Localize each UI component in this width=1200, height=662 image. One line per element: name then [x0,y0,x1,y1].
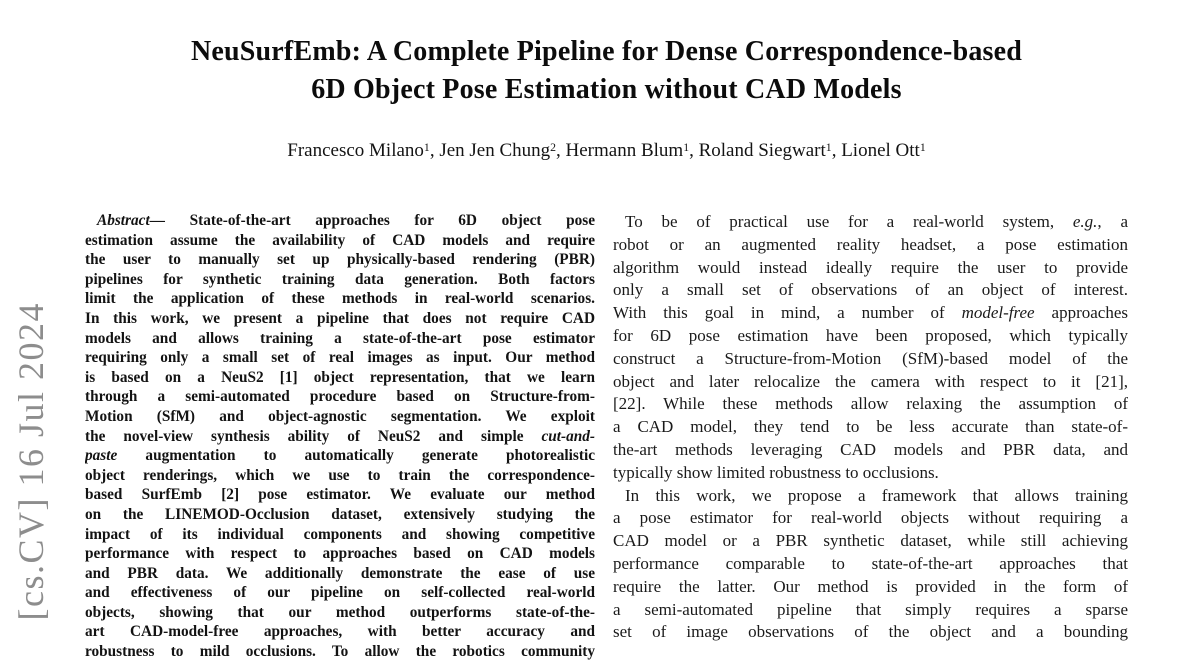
text-line [85,622,595,642]
text-line [613,553,1128,576]
text-segment: construct a Structure-from-Motion (SfM)-based model of the [613,348,1128,368]
text-segment: based SurfEmb [2] pose estimator. We evaluate our method [85,486,595,504]
text-line [613,507,1128,530]
text-line [613,211,1128,234]
text-segment: cut-and- [541,427,595,445]
text-line [85,446,595,466]
text-line [85,309,595,329]
text-line [613,530,1128,553]
text-segment: object and later relocalize the camera with respect to it [21], [613,371,1128,391]
text-segment: robot or an augmented reality headset, a pose estimation [613,234,1128,254]
text-segment: through a semi-automated procedure based on Structure-from- [85,388,595,406]
text-line [613,393,1128,416]
author-affiliation-superscript: 1 [919,140,926,154]
text-segment: model-free [961,303,1035,323]
text-line [85,427,595,447]
text-segment: performance with respect to approaches based on CAD models [85,545,595,563]
text-segment: on the LINEMOD-Occlusion dataset, extensively studying the [85,505,595,523]
text-segment: estimation assume the availability of CAD models and require [85,231,595,249]
text-line [613,302,1128,325]
text-segment: and effectiveness of our pipeline on self-collected real-world [85,584,595,602]
text-segment: is based on a NeuS2 [1] object representation, that we learn [85,368,595,386]
text-segment: , Lionel Ott [831,140,920,161]
text-segment: Francesco Milano [287,140,424,161]
text-line [613,485,1128,508]
text-line [613,371,1128,394]
text-segment: algorithm would instead ideally require the user to provide [613,257,1128,277]
author-affiliation-superscript: 2 [550,140,557,154]
text-segment: a semi-automated pipeline that simply requires a sparse [613,599,1128,619]
text-segment: To be of practical use for a real-world system, [625,212,1073,231]
text-segment: require the latter. Our method is provided in the form of [613,576,1128,596]
arxiv-watermark [8,302,54,648]
text-segment: [22]. While these methods allow relaxing the assumption of [613,394,1128,414]
text-line [85,348,595,368]
text-segment: augmentation to automatically generate photorealistic [117,447,595,465]
text-line [613,234,1128,257]
text-line [613,599,1128,622]
text-segment: object renderings, which we use to train the correspondence- [85,466,595,484]
text-line [85,138,1128,164]
text-segment: , a [1097,212,1128,231]
text-line [85,368,595,388]
text-segment: impact of its individual components and showing competitive [85,525,595,543]
text-segment: , Roland Siegwart [689,140,826,161]
paper-title-line-2: 6D Object Pose Estimation without CAD Models [311,74,902,105]
arxiv-watermark-text: [cs.CV] 16 Jul 2024 [11,302,51,621]
paper-header [85,33,1128,109]
text-segment: , Jen Jen Chung [429,140,551,161]
text-segment: performance comparable to state-of-the-art approaches that [613,553,1128,573]
text-segment: objects, showing that our method outperforms state-of-the- [85,603,595,621]
text-line [613,576,1128,599]
text-segment: robustness to mild occlusions. To allow the robotics community [85,643,595,661]
text-segment: limit the application of these methods in real-world scenarios. [85,290,595,308]
text-segment: the novel-view synthesis ability of NeuS2 and simple [85,427,542,445]
text-segment: typically show limited robustness to occlusions. [613,462,939,482]
text-segment: pipelines for synthetic training data generation. Both factors [85,270,595,288]
author-affiliation-superscript: 1 [423,140,430,154]
text-segment: Motion (SfM) and object-agnostic segmentation. We exploit [85,407,595,425]
text-segment: only a small set of observations of an object of interest. [613,280,1128,300]
text-segment: requiring only a small set of real images as input. Our method [85,349,595,367]
author-affiliation-superscript: 1 [825,140,832,154]
text-segment: In this work, we propose a framework that allows training [625,485,1128,505]
text-segment: models and allows training a state-of-the-art pose estimator [85,329,595,347]
text-segment: art CAD-model-free approaches, with better accuracy and [85,623,595,641]
text-line [85,231,595,251]
text-line [85,603,595,623]
text-line [85,407,595,427]
authors-line [85,138,1128,164]
text-line [613,621,1128,644]
abstract-column [85,211,595,662]
text-line [613,279,1128,302]
text-segment: a pose estimator for real-world objects without requiring a [613,508,1128,528]
text-segment: paste [85,447,118,465]
text-segment: the user to manually set up physically-based rendering (PBR) [85,251,595,269]
text-segment: Abstract— [97,212,190,229]
text-line [85,250,595,270]
text-segment: the-art methods leveraging CAD models and PBR data, and [613,439,1128,459]
text-segment: a CAD model, they tend to be less accurate than state-of- [613,417,1128,437]
text-line [85,387,595,407]
text-segment: set of image observations of the object and a bounding [613,622,1128,642]
text-segment: e.g. [1072,212,1098,231]
text-line [613,348,1128,371]
text-segment: for 6D pose estimation have been proposed, which typically [613,325,1128,345]
text-line [85,564,595,584]
text-segment: State-of-the-art approaches for 6D object pose [189,212,595,229]
text-line [613,439,1128,462]
text-segment: With this goal in mind, a number of [613,303,962,323]
text-line [85,505,595,525]
text-line [85,544,595,564]
text-segment: CAD model or a PBR synthetic dataset, while still achieving [613,531,1128,551]
text-line [85,583,595,603]
text-line [613,462,1128,485]
author-affiliation-superscript: 1 [683,140,690,154]
paper-body [85,211,1128,662]
text-segment: and PBR data. We additionally demonstrate the ease of use [85,564,595,582]
introduction-column [613,211,1128,662]
text-line [613,325,1128,348]
paper-title-line-1: NeuSurfEmb: A Complete Pipeline for Dense Correspondence-based [190,36,1023,67]
text-line [85,642,595,662]
text-line [85,525,595,545]
text-line [613,257,1128,280]
text-line [85,211,595,231]
text-line [85,289,595,309]
text-segment: approaches [1034,303,1128,323]
text-line [85,466,595,486]
text-segment: In this work, we present a pipeline that does not require CAD [85,309,595,327]
text-line [85,329,595,349]
text-line [85,270,595,290]
text-line [613,416,1128,439]
text-segment: , Hermann Blum [556,140,684,161]
text-line [85,485,595,505]
